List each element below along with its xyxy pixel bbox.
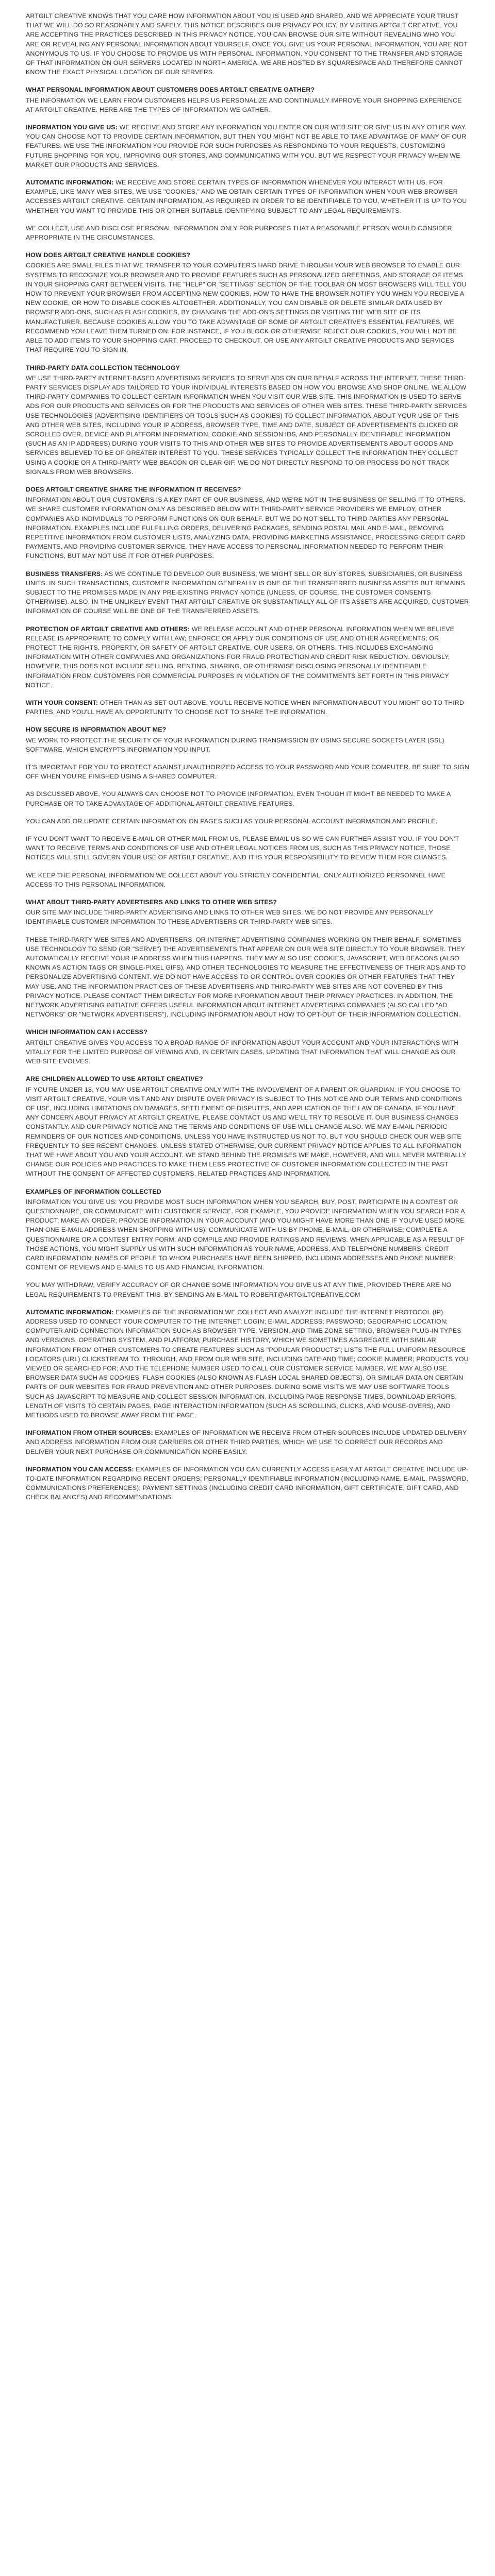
paragraph-with-lead bbox=[26, 569, 469, 616]
paragraph: ARTGILT CREATIVE GIVES YOU ACCESS TO A BROAD RANGE OF INFORMATION ABOUT YOUR ACCOUNT AND YOUR INTERACTIONS WITH VITALLY FOR THE LIMITED PURPOSE OF VIEWING AND, IN CERTAIN CASES, UPDATING THAT INFORMATION THAT WILL CHANGE AS OUR WEB SITE EVOLVES. bbox=[26, 1039, 459, 1065]
paragraph: OUR SITE MAY INCLUDE THIRD-PARTY ADVERTISING AND LINKS TO OTHER WEB SITES. WE DO NOT PROVIDE ANY PERSONALLY IDENTIFIABLE CUSTOMER INFORMATION TO THESE ADVERTISERS OR THIRD-PARTY WEB SITES. bbox=[26, 909, 433, 926]
paragraph-text: WE RELEASE ACCOUNT AND OTHER PERSONAL INFORMATION WHEN WE BELIEVE RELEASE IS APPROPRIATE TO COMPLY WITH LAW; ENFORCE OR APPLY OUR CONDITIONS OF USE AND OTHER AGREEMENTS; OR PROTECT THE RIGHTS, PROPERTY, OR SAFETY OF ARTGILT CREATIVE, OUR USERS, OR OTHERS. THIS INCLUDES EXCHANGING INFORMATION WITH OTHER COMPANIES AND ORGANIZATIONS FOR FRAUD PROTECTION AND CREDIT RISK REDUCTION. OBVIOUSLY, HOWEVER, THIS DOES NOT INCLUDE SELLING, RENTING, SHARING, OR OTHERWISE DISCLOSING PERSONALLY IDENTIFIABLE INFORMATION FROM CUSTOMERS FOR COMMERCIAL PURPOSES IN VIOLATION OF THE COMMITMENTS SET FORTH IN THIS PRIVACY NOTICE. bbox=[26, 625, 455, 689]
paragraph: WE WORK TO PROTECT THE SECURITY OF YOUR INFORMATION DURING TRANSMISSION BY USING SECURE SOCKETS LAYER (SSL) SOFTWARE, WHICH ENCRYPTS INFORMATION YOU INPUT. bbox=[26, 736, 444, 753]
paragraph-lead: BUSINESS TRANSFERS: bbox=[26, 570, 103, 578]
section-heading: THIRD-PARTY DATA COLLECTION TECHNOLOGY bbox=[26, 364, 180, 371]
section-heading: DOES ARTGILT CREATIVE SHARE THE INFORMATION IT RECEIVES? bbox=[26, 485, 241, 493]
paragraph: IT'S IMPORTANT FOR YOU TO PROTECT AGAINST UNAUTHORIZED ACCESS TO YOUR PASSWORD AND YOUR COMPUTER. BE SURE TO SIGN OFF WHEN YOU'RE FINISHED USING A SHARED COMPUTER. bbox=[26, 764, 469, 781]
section-heading: HOW SECURE IS INFORMATION ABOUT ME? bbox=[26, 726, 167, 734]
paragraph-text: AS WE CONTINUE TO DEVELOP OUR BUSINESS, WE MIGHT SELL OR BUY STORES, SUBSIDIARIES, OR BUSINESS UNITS. IN SUCH TRANSACTIONS, CUSTOMER INFORMATION GENERALLY IS ONE OF THE TRANSFERRED BUSINESS ASSETS BUT REMAINS SUBJECT TO THE PROMISES MADE IN ANY PRE-EXISTING PRIVACY NOTICE (UNLESS, OF COURSE, THE CUSTOMER CONSENTS OTHERWISE). ALSO, IN THE UNLIKELY EVENT THAT ARTGILT CREATIVE OR SUBSTANTIALLY ALL OF ITS ASSETS ARE ACQUIRED, CUSTOMER INFORMATION OF COURSE WILL BE ONE OF THE TRANSFERRED ASSETS. bbox=[26, 570, 469, 615]
paragraph: WE USE THIRD-PARTY INTERNET-BASED ADVERTISING SERVICES TO SERVE ADS ON OUR BEHALF ACROSS THE INTERNET. THESE THIRD-PARTY SERVICES DISPLAY ADS TAILORED TO YOUR INDIVIDUAL INTERESTS BASED ON HOW YOU BROWSE AND SHOP ONLINE. WE ALLOW THIRD-PARTY COMPANIES TO COLLECT CERTAIN INFORMATION WHEN YOU VISIT OUR WEB SITE. THIS INFORMATION IS USED TO SERVE ADS FOR OUR PRODUCTS AND SERVICES OR FOR THE PRODUCTS AND SERVICES OF OTHER WEB SITES. THESE THIRD-PARTY SERVICES USE TECHNOLOGIES (ADVERTISING IDENTIFIERS OR TOOLS SUCH AS COOKIES) TO COLLECT INFORMATION ABOUT YOUR USE OF THIS AND OTHER WEB SITES, INCLUDING YOUR IP ADDRESS, BROWSER TYPE, TIME AND DATE, SUBJECT OF ADVERTISEMENTS CLICKED OR SCROLLED OVER, DEVICE AND PLATFORM INFORMATION, COOKIE AND SESSION IDS, AND PERSONALLY IDENTIFIABLE INFORMATION (SUCH AS AN IP ADDRESS) DURING YOUR VISITS TO THIS AND OTHER WEB SITES TO PROVIDE ADVERTISEMENTS ABOUT GOODS AND SERVICES BELIEVED TO BE OF GREATER INTEREST TO YOU. THESE SERVICES TYPICALLY COLLECT THE INFORMATION THEY COLLECT USING A COOKIE OR A THIRD-PARTY WEB BEACON OR CLEAR GIF. WE DO NOT DIRECTLY RESPOND TO OR PROCESS DO NOT TRACK SIGNALS FROM WEB BROWSERS. bbox=[26, 374, 467, 476]
paragraph-with-lead bbox=[26, 1308, 469, 1420]
paragraph-with-lead bbox=[26, 178, 469, 215]
paragraph-with-lead bbox=[26, 123, 469, 170]
paragraph: INFORMATION YOU GIVE US: YOU PROVIDE MOST SUCH INFORMATION WHEN YOU SEARCH, BUY, POST, PARTICIPATE IN A CONTEST OR QUESTIONNAIRE, OR COMMUNICATE WITH CUSTOMER SERVICE. FOR EXAMPLE, YOU PROVIDE INFORMATION WHEN YOU SEARCH FOR A PRODUCT; MAKE AN ORDER; PROVIDE INFORMATION IN YOUR ACCOUNT (AND YOU MIGHT HAVE MORE THAN ONE IF YOU'VE USED MORE THAN ONE E-MAIL ADDRESS WHEN SHOPPING WITH US); COMMUNICATE WITH US BY PHONE, E-MAIL, OR OTHERWISE; COMPLETE A QUESTIONNAIRE OR A CONTEST ENTRY FORM; AND COMPILE AND PROVIDE RATINGS AND REVIEWS. WHEN APPLICABLE AS A RESULT OF THOSE ACTIONS, YOU MIGHT SUPPLY US WITH SUCH INFORMATION AS YOUR NAME, ADDRESS, AND TELEPHONE NUMBERS; CREDIT CARD INFORMATION; NAMES OF PEOPLE TO WHOM PURCHASES HAVE BEEN SHIPPED, INCLUDING ADDRESSES AND PHONE NUMBER; CONTENT OF REVIEWS AND E-MAILS TO US AND FINANCIAL INFORMATION. bbox=[26, 1198, 465, 1272]
paragraph-text: EXAMPLES OF INFORMATION WE RECEIVE FROM OTHER SOURCES INCLUDE UPDATED DELIVERY AND ADDRESS INFORMATION FROM OUR CARRIERS OR OTHER THIRD PARTIES, WHICH WE USE TO CORRECT OUR RECORDS AND DELIVER YOUR NEXT PURCHASE OR COMMUNICATION MORE EASILY. bbox=[26, 1429, 467, 1455]
paragraph-text: OTHER THAN AS SET OUT ABOVE, YOU'LL RECEIVE NOTICE WHEN INFORMATION ABOUT YOU MIGHT GO TO THIRD PARTIES, AND YOU'LL HAVE AN OPPORTUNITY TO CHOOSE NOT TO SHARE THE INFORMATION. bbox=[26, 699, 465, 716]
paragraph: YOU MAY WITHDRAW, VERIFY ACCURACY OF OR CHANGE SOME INFORMATION YOU GIVE US AT ANY TIME, PROVIDED THERE ARE NO LEGAL REQUIREMENTS TO PREVENT THIS. BY SENDING AN E-MAIL TO ROBERT@ARTGILTCREATIVE.COM bbox=[26, 1281, 452, 1298]
paragraph-text: EXAMPLES OF INFORMATION YOU CAN CURRENTLY ACCESS EASILY AT ARTGILT CREATIVE INCLUDE UP-TO-DATE INFORMATION REGARDING RECENT ORDERS; PERSONALLY IDENTIFIABLE INFORMATION (INCLUDING NAME, E-MAIL, PASSWORD, COMMUNICATIONS PREFERENCES); PAYMENT SETTINGS (INCLUDING CREDIT CARD INFORMATION, GIFT CERTIFICATE, GIFT CARD, AND CHECK BALANCES) AND RECOMMENDATIONS. bbox=[26, 1465, 469, 1501]
section-heading: ARE CHILDREN ALLOWED TO USE ARTGILT CREATIVE? bbox=[26, 1075, 203, 1083]
paragraph-with-lead bbox=[26, 1465, 469, 1502]
paragraph: IF YOU'RE UNDER 18, YOU MAY USE ARTGILT CREATIVE ONLY WITH THE INVOLVEMENT OF A PARENT OR GUARDIAN. IF YOU CHOOSE TO VISIT ARTGILT CREATIVE, YOUR VISIT AND ANY DISPUTE OVER PRIVACY IS SUBJECT TO THIS NOTICE AND OUR TERMS AND CONDITIONS OF USE, INCLUDING LIMITATIONS ON DAMAGES, SETTLEMENT OF DISPUTES, AND APPLICATION OF THE LAW OF CANADA. IF YOU HAVE ANY CONCERN ABOUT PRIVACY AT ARTGILT CREATIVE, PLEASE CONTACT US AND WE'LL TRY TO RESOLVE IT. OUR BUSINESS CHANGES CONSTANTLY, AND OUR PRIVACY NOTICE AND THE TERMS AND CONDITIONS OF USE WILL CHANGE ALSO. WE MAY E-MAIL PERIODIC REMINDERS OF OUR NOTICES AND CONDITIONS, UNLESS YOU HAVE INSTRUCTED US NOT TO, BUT YOU SHOULD CHECK OUR WEB SITE FREQUENTLY TO SEE RECENT CHANGES. UNLESS STATED OTHERWISE, OUR CURRENT PRIVACY NOTICE APPLIES TO ALL INFORMATION THAT WE HAVE ABOUT YOU AND YOUR ACCOUNT. WE STAND BEHIND THE PROMISES WE MAKE, HOWEVER, AND WILL NEVER MATERIALLY CHANGE OUR POLICIES AND PRACTICES TO MAKE THEM LESS PROTECTIVE OF CUSTOMER INFORMATION COLLECTED IN THE PAST WITHOUT THE CONSENT OF AFFECTED CUSTOMERS, RELATED PRACTICES AND INFORMATION. bbox=[26, 1086, 466, 1178]
paragraph: THE INFORMATION WE LEARN FROM CUSTOMERS HELPS US PERSONALIZE AND CONTINUALLY IMPROVE YOUR SHOPPING EXPERIENCE AT ARTGILT CREATIVE. HERE ARE THE TYPES OF INFORMATION WE GATHER. bbox=[26, 96, 462, 113]
paragraph-with-lead bbox=[26, 698, 469, 717]
section-heading: WHICH INFORMATION CAN I ACCESS? bbox=[26, 1028, 147, 1036]
paragraph: IF YOU DON'T WANT TO RECEIVE E-MAIL OR OTHER MAIL FROM US, PLEASE EMAIL US SO WE CAN FURTHER ASSIST YOU. IF YOU DON'T WANT TO RECEIVE TERMS AND CONDITIONS OF USE AND OTHER LEGAL NOTICES FROM US, SUCH AS THIS PRIVACY NOTICE, THOSE NOTICES WILL STILL GOVERN YOUR USE OF ARTGILT CREATIVE, AND IT IS YOUR RESPONSIBILITY TO REVIEW THEM FOR CHANGES. bbox=[26, 835, 459, 861]
paragraph: THESE THIRD-PARTY WEB SITES AND ADVERTISERS, OR INTERNET ADVERTISING COMPANIES WORKING ON THEIR BEHALF, SOMETIMES USE TECHNOLOGY TO SEND (OR "SERVE") THE ADVERTISEMENTS THAT APPEAR ON OUR WEB SITE DIRECTLY TO YOUR BROWSER. THEY AUTOMATICALLY RECEIVE YOUR IP ADDRESS WHEN THIS HAPPENS. THEY MAY ALSO USE COOKIES, JAVASCRIPT, WEB BEACONS (ALSO KNOWN AS ACTION TAGS OR SINGLE-PIXEL GIFS), AND OTHER TECHNOLOGIES TO MEASURE THE EFFECTIVENESS OF THEIR ADS AND TO PERSONALIZE ADVERTISING CONTENT. WE DO NOT HAVE ACCESS TO OR CONTROL OVER COOKIES OR OTHER FEATURES THAT THEY MAY USE, AND THE INFORMATION PRACTICES OF THESE ADVERTISERS AND THIRD-PARTY WEB SITES ARE NOT COVERED BY THIS PRIVACY NOTICE. PLEASE CONTACT THEM DIRECTLY FOR MORE INFORMATION ABOUT THEIR PRIVACY PRACTICES. IN ADDITION, THE NETWORK ADVERTISING INITIATIVE OFFERS USEFUL INFORMATION ABOUT INTERNET ADVERTISING COMPANIES (ALSO CALLED "AD NETWORKS" OR "NETWORK ADVERTISERS"), INCLUDING INFORMATION ABOUT HOW TO OPT-OUT OF THEIR INFORMATION COLLECTION. bbox=[26, 936, 466, 1019]
paragraph-lead: WITH YOUR CONSENT: bbox=[26, 699, 98, 706]
privacy-notice-document bbox=[26, 11, 469, 2576]
paragraph: INFORMATION ABOUT OUR CUSTOMERS IS A KEY PART OF OUR BUSINESS, AND WE'RE NOT IN THE BUSINESS OF SELLING IT TO OTHERS. WE SHARE CUSTOMER INFORMATION ONLY AS DESCRIBED BELOW WITH THIRD-PARTY SERVICE PROVIDERS WE EMPLOY, OTHER COMPANIES AND INDIVIDUALS TO PERFORM FUNCTIONS ON OUR BEHALF. BUT WE DO NOT SELL TO THIRD PARTIES ANY PERSONAL INFORMATION. EXAMPLES INCLUDE FULFILLING ORDERS, DELIVERING PACKAGES, SENDING POSTAL MAIL AND E-MAIL, REMOVING REPETITIVE INFORMATION FROM CUSTOMER LISTS, ANALYZING DATA, PROVIDING MARKETING ASSISTANCE, PROCESSING CREDIT CARD PAYMENTS, AND PROVIDING CUSTOMER SERVICE. THEY HAVE ACCESS TO PERSONAL INFORMATION NEEDED TO PERFORM THEIR FUNCTIONS, BUT MAY NOT USE IT FOR OTHER PURPOSES. bbox=[26, 496, 466, 560]
paragraph-text: WE RECEIVE AND STORE CERTAIN TYPES OF INFORMATION WHENEVER YOU INTERACT WITH US. FOR EXAMPLE, LIKE MANY WEB SITES, WE USE "COOKIES," AND WE OBTAIN CERTAIN TYPES OF INFORMATION WHEN YOUR WEB BROWSER ACCESSES ARTGILT CREATIVE. CERTAIN INFORMATION, AS REQUIRED IN ORDER TO BE IDENTIFIABLE TO YOU, WHETHER IT IS UP TO YOU WHETHER YOU WANT TO PROVIDE THIS OR OTHER SUITABLE IDENTIFYING SUBJECT TO ANY LEGAL REQUIREMENTS. bbox=[26, 179, 467, 214]
paragraph-with-lead bbox=[26, 1428, 469, 1456]
paragraph-lead: PROTECTION OF ARTGILT CREATIVE AND OTHERS: bbox=[26, 625, 190, 633]
paragraph-text: EXAMPLES OF THE INFORMATION WE COLLECT AND ANALYZE INCLUDE THE INTERNET PROTOCOL (IP) ADDRESS USED TO CONNECT YOUR COMPUTER TO THE INTERNET; LOGIN; E-MAIL ADDRESS; PASSWORD; GEOGRAPHIC LOCATION; COMPUTER AND CONNECTION INFORMATION SUCH AS BROWSER TYPE, VERSION, AND TIME ZONE SETTING, BROWSER PLUG-IN TYPES AND VERSIONS, OPERATING SYSTEM, AND PLATFORM; PURCHASE HISTORY, WHICH WE SOMETIMES AGGREGATE WITH SIMILAR INFORMATION FROM OTHER CUSTOMERS TO CREATE FEATURES SUCH AS "POPULAR PRODUCTS"; LISTS THE FULL UNIFORM RESOURCE LOCATORS (URL) CLICKSTREAM TO, THROUGH, AND FROM OUR WEB SITE, INCLUDING DATE AND TIME; COOKIE NUMBER; PRODUCTS YOU VIEWED OR SEARCHED FOR; AND THE TELEPHONE NUMBER USED TO CALL OUR CUSTOMER SERVICE NUMBER. WE MAY ALSO USE BROWSER DATA SUCH AS COOKIES, FLASH COOKIES (ALSO KNOWN AS FLASH LOCAL SHARED OBJECTS), OR SIMILAR DATA ON CERTAIN PARTS OF OUR WEBSITES FOR FRAUD PREVENTION AND OTHER PURPOSES. DURING SOME VISITS WE MAY USE SOFTWARE TOOLS SUCH AS JAVASCRIPT TO MEASURE AND COLLECT SESSION INFORMATION, INCLUDING PAGE RESPONSE TIMES, DOWNLOAD ERRORS, LENGTH OF VISITS TO CERTAIN PAGES, PAGE INTERACTION INFORMATION (SUCH AS SCROLLING, CLICKS, AND MOUSE-OVERS), AND METHODS USED TO BROWSE AWAY FROM THE PAGE. bbox=[26, 1308, 469, 1419]
paragraph: WE KEEP THE PERSONAL INFORMATION WE COLLECT ABOUT YOU STRICTLY CONFIDENTIAL. ONLY AUTHORIZED PERSONNEL HAVE ACCESS TO THIS PERSONAL INFORMATION. bbox=[26, 871, 446, 888]
paragraph: AS DISCUSSED ABOVE, YOU ALWAYS CAN CHOOSE NOT TO PROVIDE INFORMATION, EVEN THOUGH IT MIGHT BE NEEDED TO MAKE A PURCHASE OR TO TAKE ADVANTAGE OF ADDITIONAL ARTGILT CREATIVE FEATURES. bbox=[26, 790, 451, 807]
paragraph-lead: AUTOMATIC INFORMATION: bbox=[26, 179, 114, 187]
paragraph-with-lead bbox=[26, 624, 469, 690]
section-heading: HOW DOES ARTGILT CREATIVE HANDLE COOKIES? bbox=[26, 251, 191, 259]
paragraph-text: WE RECEIVE AND STORE ANY INFORMATION YOU ENTER ON OUR WEB SITE OR GIVE US IN ANY OTHER WAY. YOU CAN CHOOSE NOT TO PROVIDE CERTAIN INFORMATION, BUT THEN YOU MIGHT NOT BE ABLE TO TAKE ADVANTAGE OF MANY OF OUR FEATURES. WE USE THE INFORMATION YOU PROVIDE FOR SUCH PURPOSES AS RESPONDING TO YOUR REQUESTS, CUSTOMIZING FUTURE SHOPPING FOR YOU, IMPROVING OUR STORES, AND COMMUNICATING WITH YOU. BUT WE RESPECT YOUR PRIVACY WHEN WE MARKET OUR PRODUCTS AND SERVICES. bbox=[26, 124, 467, 168]
section-heading: WHAT PERSONAL INFORMATION ABOUT CUSTOMERS DOES ARTGILT CREATIVE GATHER? bbox=[26, 86, 315, 94]
paragraph-lead: INFORMATION FROM OTHER SOURCES: bbox=[26, 1429, 153, 1437]
paragraph: COOKIES ARE SMALL FILES THAT WE TRANSFER TO YOUR COMPUTER'S HARD DRIVE THROUGH YOUR WEB BROWSER TO ENABLE OUR SYSTEMS TO RECOGNIZE YOUR BROWSER AND TO PROVIDE FEATURES SUCH AS PERSONALIZED GREETINGS, AND STORAGE OF ITEMS IN YOUR SHOPPING CART BETWEEN VISITS. THE "HELP" OR "SETTINGS" SECTION OF THE TOOLBAR ON MOST BROWSERS WILL TELL YOU HOW TO PREVENT YOUR BROWSER FROM ACCEPTING NEW COOKIES, HOW TO HAVE THE BROWSER NOTIFY YOU WHEN YOU RECEIVE A NEW COOKIE, OR HOW TO DISABLE COOKIES ALTOGETHER. ADDITIONALLY, YOU CAN DISABLE OR DELETE SIMILAR DATA USED BY BROWSER ADD-ONS, SUCH AS FLASH COOKIES, BY CHANGING THE ADD-ON'S SETTINGS OR VISITING THE WEB SITE OF ITS MANUFACTURER. BECAUSE COOKIES ALLOW YOU TO TAKE ADVANTAGE OF SOME OF ARTGILT CREATIVE'S ESSENTIAL FEATURES, WE RECOMMEND YOU LEAVE THEM TURNED ON. FOR INSTANCE, IF YOU BLOCK OR OTHERWISE REJECT OUR COOKIES, YOU WILL NOT BE ABLE TO ADD ITEMS TO YOUR SHOPPING CART, PROCEED TO CHECKOUT, OR USE ANY ARTGILT CREATIVE PRODUCTS AND SERVICES THAT REQUIRE YOU TO SIGN IN. bbox=[26, 262, 467, 354]
paragraph: ARTGILT CREATIVE KNOWS THAT YOU CARE HOW INFORMATION ABOUT YOU IS USED AND SHARED, AND WE APPRECIATE YOUR TRUST THAT WE WILL DO SO REASONABLY AND SAFELY. THIS NOTICE DESCRIBES OUR PRIVACY POLICY. BY VISITING ARTGILT CREATIVE, YOU ARE ACCEPTING THE PRACTICES DESCRIBED IN THIS PRIVACY NOTICE. YOU CAN BROWSE OUR SITE WITHOUT REVEALING WHO YOU ARE OR REVEALING ANY PERSONAL INFORMATION ABOUT YOURSELF. ONCE YOU GIVE US YOUR PERSONAL INFORMATION, YOU ARE NOT ANONYMOUS TO US. IF YOU CHOOSE TO PROVIDE US WITH PERSONAL INFORMATION, YOU CONSENT TO THE TRANSFER AND STORAGE OF THAT INFORMATION ON OUR SERVERS LOCATED IN NORTH AMERICA. WE ARE HOSTED BY SQUARESPACE AND THEREFORE CANNOT KNOW THE EXACT PHYSICAL LOCATION OF OUR SERVERS. bbox=[26, 12, 468, 76]
paragraph-lead: INFORMATION YOU GIVE US: bbox=[26, 124, 118, 131]
paragraph: YOU CAN ADD OR UPDATE CERTAIN INFORMATION ON PAGES SUCH AS YOUR PERSONAL ACCOUNT INFORMATION AND PROFILE. bbox=[26, 817, 438, 825]
section-heading: WHAT ABOUT THIRD-PARTY ADVERTISERS AND LINKS TO OTHER WEB SITES? bbox=[26, 899, 277, 906]
paragraph-lead: AUTOMATIC INFORMATION: bbox=[26, 1308, 114, 1316]
section-heading: EXAMPLES OF INFORMATION COLLECTED bbox=[26, 1188, 161, 1195]
paragraph-lead: INFORMATION YOU CAN ACCESS: bbox=[26, 1465, 134, 1473]
paragraph: WE COLLECT, USE AND DISCLOSE PERSONAL INFORMATION ONLY FOR PURPOSES THAT A REASONABLE PERSON WOULD CONSIDER APPROPRIATE IN THE CIRCUMSTANCES. bbox=[26, 224, 452, 242]
